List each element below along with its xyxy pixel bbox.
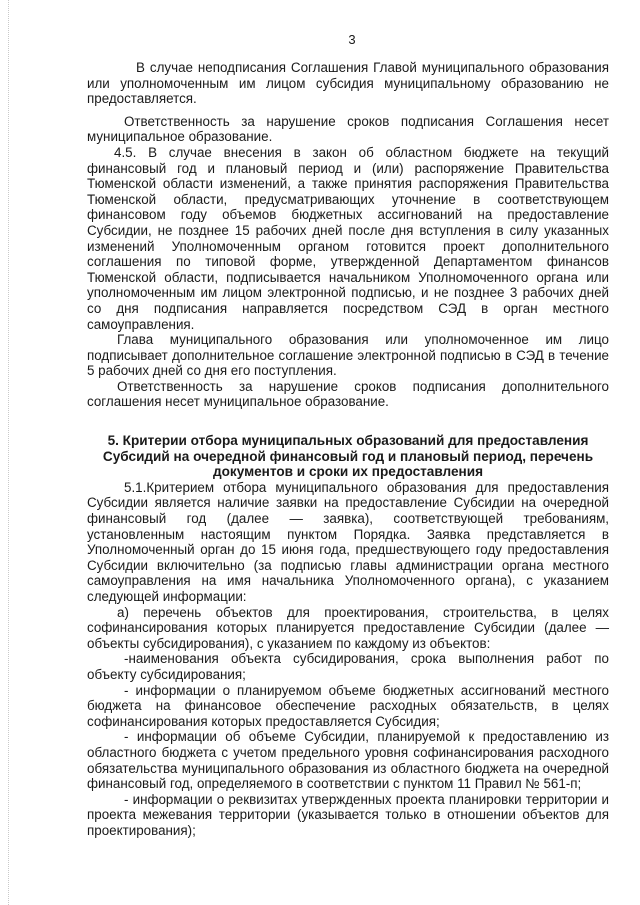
list-item-object-name: -наименования объекта субсидирования, срока выполнения работ по объекту субсидирования; bbox=[87, 651, 609, 682]
paragraph-unsigned-agreement: В случае неподписания Соглашения Главой муниципального образования или уполномоченным им лицом субсидия муниципальному образованию не предоставляется. bbox=[87, 60, 609, 107]
paragraph-5-1: 5.1.Критерием отбора муниципального образования для предоставления Субсидии является наличие заявки на предоставление Субсидии на очередной финансовый год (далее — заявка), соответствующей требованиям, установленным настоящим пунктом Порядка. Заявка представляется в Уполномоченный орган до 15 июня года, предшествующего году предоставления Субсидии включительно (за подписью главы администрации органа местного самоуправления на имя начальника Уполномоченного органа), с указанием следующей информации: bbox=[87, 479, 609, 604]
paragraph-additional-responsibility: Ответственность за нарушение сроков подписания дополнительного соглашения несет муниципальное образование. bbox=[87, 378, 609, 410]
list-item-subsidy-volume: - информации об объеме Субсидии, планируемой к предоставлению из областного бюджета с учетом предельного уровня софинансирования расходного обязательства муниципального образования из областного бюджета на очередной финансовый год, определяемого в соответствии с пунктом 11 Правил № 561-п; bbox=[87, 729, 609, 792]
paragraph-item-a: а) перечень объектов для проектирования, строительства, в целях софинансирования которых планируется предоставление Субсидии (далее — объекты субсидирования), с указанием по каждому из объектов: bbox=[87, 604, 609, 651]
section-5-heading: 5. Критерии отбора муниципальных образований для предоставления Субсидий на очередной финансовый год и плановый период, перечень документов и сроки их предоставления bbox=[102, 433, 594, 480]
document-body bbox=[87, 60, 609, 839]
page-number: 3 bbox=[348, 32, 356, 47]
list-item-project-details: - информации о реквизитах утвержденных проекта планировки территории и проекта межевания территории (указывается только в отношении объектов для проектирования); bbox=[87, 791, 609, 838]
paragraph-4-5: 4.5. В случае внесения в закон об областном бюджете на текущий финансовый год и плановый период и (или) распоряжение Правительства Тюменской области изменений, а также принятия распоряжения Правительства Тюменской области, предусматривающих уточнение в соответствующем финансовом году объемов бюджетных ассигнований на предоставление Субсидии, не позднее 15 рабочих дней после дня вступления в силу указанных изменений Уполномоченным органом готовится проект дополнительного соглашения по типовой форме, утвержденной Департаментом финансов Тюменской области, подписывается начальником Уполномоченного органа или уполномоченным им лицом электронной подписью, и не позднее 3 рабочих дней со дня подписания направляется посредством СЭД в орган местного самоуправления. bbox=[87, 144, 609, 332]
list-item-planned-budget: - информации о планируемом объеме бюджетных ассигнований местного бюджета на финансовое обеспечение расходных обязательств, в целях софинансирования которых предоставляется Субсидия; bbox=[87, 682, 609, 729]
page-edge-shadow bbox=[8, 0, 9, 905]
paragraph-head-signs-additional: Глава муниципального образования или уполномоченное им лицо подписывает дополнительное соглашение электронной подписью в СЭД в течение 5 рабочих дней со дня его поступления. bbox=[87, 332, 609, 379]
paragraph-signing-responsibility: Ответственность за нарушение сроков подписания Соглашения несет муниципальное образование. bbox=[87, 113, 609, 145]
